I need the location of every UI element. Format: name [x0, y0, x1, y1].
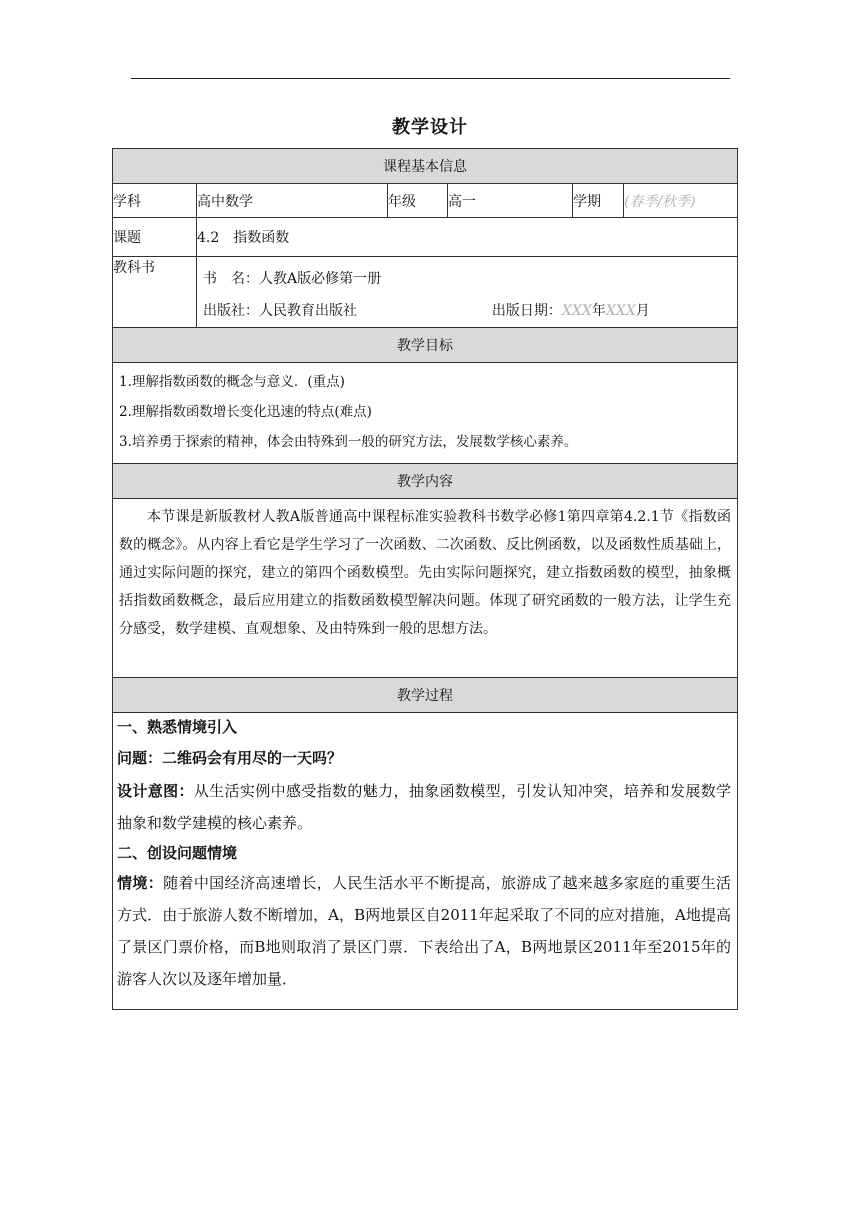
term-label: 学期	[573, 184, 624, 218]
header-rule	[131, 78, 730, 79]
textbook-label: 教科书	[113, 257, 197, 328]
goals-row	[113, 363, 738, 464]
goals-header-row	[113, 328, 738, 363]
year-char: 年	[591, 303, 606, 319]
section-heading-2: 二、创设问题情境	[117, 844, 238, 862]
content-cell	[113, 499, 738, 678]
content-paragraph: 本节课是新版教材人教A版普通高中课程标准实验教科书数学必修1第四章第4.2.1节《指数函数的概念》。从内容上看它是学生学习了一次函数、二次函数、反比例函数，以及函数性质基础上，通过实际问题的探究，建立的第四个函数模型。先由实际问题探究，建立指数函数的模型，抽象概括指数函数概念，最后应用建立的指数函数模型解决问题。体现了研究函数的一般方法，让学生充分感受，数学建模、直观想象、及由特殊到一般的思想方法。	[119, 509, 732, 637]
grade-value: 高一	[448, 184, 573, 218]
subject-row	[113, 184, 738, 218]
book-name: 书 名：人教A版必修第一册	[203, 271, 382, 287]
publisher-line	[203, 295, 731, 327]
subject-label: 学科	[113, 184, 197, 218]
pub-year-placeholder: XXX	[561, 303, 592, 319]
document-title: 教学设计	[392, 117, 468, 138]
process-row	[113, 713, 738, 1010]
design-intent-text: 从生活实例中感受指数的魅力，抽象函数模型，引发认知冲突，培养和发展数学抽象和数学建模的核心素养。	[117, 782, 732, 832]
section-heading-1: 一、熟悉情境引入	[117, 718, 238, 736]
goal-item: 1.理解指数函数的概念与意义．(重点)	[119, 374, 345, 390]
situation	[117, 867, 731, 995]
topic-row	[113, 218, 738, 257]
textbook-info	[197, 257, 738, 328]
process-header: 教学过程	[113, 678, 738, 713]
month-char: 月	[635, 303, 650, 319]
basic-info-header-row	[113, 149, 738, 184]
goals-list	[113, 363, 738, 464]
term-value: (春季/秋季)	[624, 184, 738, 218]
goals-header: 教学目标	[113, 328, 738, 363]
basic-info-header: 课程基本信息	[113, 149, 738, 184]
pub-date-label: 出版日期：	[491, 303, 562, 319]
goal-item: 2.理解指数函数增长变化迅速的特点(难点)	[119, 404, 372, 420]
process-header-row	[113, 678, 738, 713]
topic-value: 4.2 指数函数	[197, 218, 738, 257]
process-cell	[113, 713, 738, 1010]
lesson-design-table	[112, 148, 738, 1010]
situation-label: 情境：	[117, 874, 164, 892]
grade-label: 年级	[388, 184, 448, 218]
situation-text: 随着中国经济高速增长，人民生活水平不断提高，旅游成了越来越多家庭的重要生活方式．由于旅游人数不断增加，A，B两地景区自2011年起采取了不同的应对措施，A地提高了景区门票价格，而B地则取消了景区门票．下表给出了A，B两地景区2011年至2015年的游客人次以及逐年增加量．	[117, 874, 732, 988]
subject-value: 高中数学	[197, 184, 388, 218]
content-header-row	[113, 464, 738, 499]
content-row	[113, 499, 738, 678]
goal-item: 3.培养勇于探索的精神，体会由特殊到一般的研究方法，发展数学核心素养。	[119, 434, 578, 450]
publisher: 出版社：人民教育出版社	[203, 303, 357, 319]
topic-label: 课题	[113, 218, 197, 257]
pub-month-placeholder: XXX	[605, 303, 636, 319]
question-line: 问题：二维码会有用尽的一天吗？	[117, 749, 343, 767]
design-intent	[117, 775, 731, 839]
textbook-row	[113, 257, 738, 328]
design-intent-label: 设计意图：	[117, 782, 194, 800]
content-header: 教学内容	[113, 464, 738, 499]
